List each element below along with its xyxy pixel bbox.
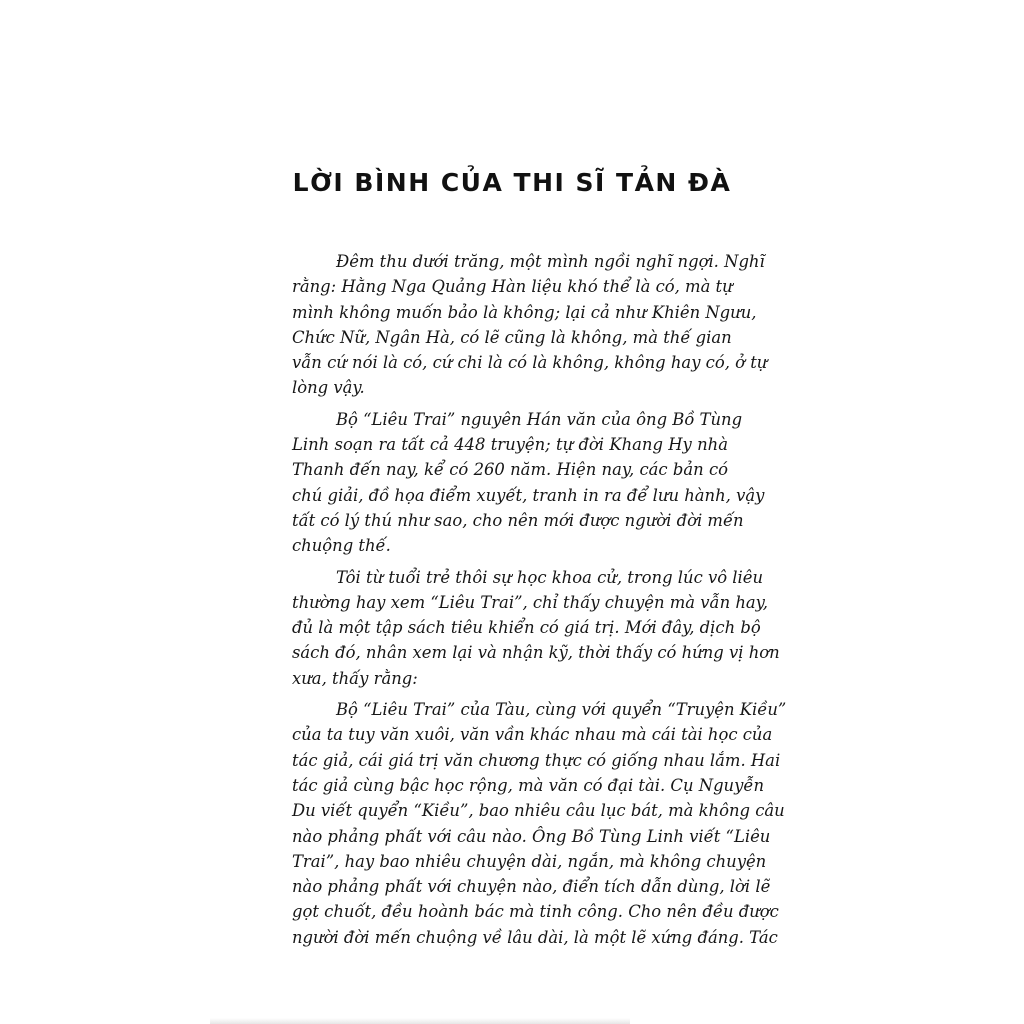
text-line: gọt chuốt, đều hoành bác mà tinh công. Cho nên đều được <box>292 902 779 922</box>
text-line: Đêm thu dưới trăng, một mình ngồi nghĩ ngợi. Nghĩ <box>336 252 765 271</box>
paragraph-3 <box>292 565 780 691</box>
text-line: sách đó, nhân xem lại và nhận kỹ, thời thấy có hứng vị hơn <box>292 643 780 663</box>
text-line: Tôi từ tuổi trẻ thôi sự học khoa cử, trong lúc vô liêu <box>336 567 764 587</box>
text-line: Thanh đến nay, kể có 260 năm. Hiện nay, các bản có <box>292 460 728 480</box>
text-line: đủ là một tập sách tiêu khiển có giá trị. Mới đây, dịch bộ <box>292 618 761 638</box>
text-line: Chức Nữ, Ngân Hà, có lẽ cũng là không, mà thế gian <box>292 327 732 347</box>
text-line: lòng vậy. <box>292 378 365 398</box>
text-line: vẫn cứ nói là có, cứ chi là có là không, không hay có, ở tự <box>292 353 768 373</box>
text-line: Du viết quyển “Kiều”, bao nhiêu câu lục bát, mà không câu <box>292 801 785 821</box>
text-line: thường hay xem “Liêu Trai”, chỉ thấy chuyện mà vẫn hay, <box>292 592 768 612</box>
text-line: tác giả cùng bậc học rộng, mà văn có đại tài. Cụ Nguyễn <box>292 775 765 795</box>
text-line: nào phảng phất với câu nào. Ông Bồ Tùng Linh viết “Liêu <box>292 826 771 846</box>
text-line: nào phảng phất với chuyện nào, điển tích dẫn dùng, lời lẽ <box>292 877 771 897</box>
paragraph-2 <box>292 407 765 559</box>
text-line: xưa, thấy rằng: <box>292 668 418 688</box>
text-line: tác giả, cái giá trị văn chương thực có giống nhau lắm. Hai <box>292 750 781 770</box>
text-line: của ta tuy văn xuôi, văn vần khác nhau mà cái tài học của <box>292 725 773 745</box>
paragraph-1 <box>292 249 768 401</box>
text-line: chú giải, đồ họa điểm xuyết, tranh in ra để lưu hành, vậy <box>292 485 765 505</box>
text-line: người đời mến chuộng về lâu dài, là một lẽ xứng đáng. Tác <box>292 927 778 947</box>
body-text <box>292 249 787 956</box>
text-line: tất có lý thú như sao, cho nên mới được người đời mến <box>292 510 744 530</box>
page-edge-shadow <box>210 1018 630 1024</box>
text-line: Bộ “Liêu Trai” nguyên Hán văn của ông Bồ Tùng <box>336 409 743 429</box>
text-line: chuộng thế. <box>292 536 391 556</box>
paragraph-4 <box>292 697 787 950</box>
chapter-title: LỜI BÌNH CỦA THI SĨ TẢN ĐÀ <box>292 168 732 197</box>
text-line: mình không muốn bảo là không; lại cả như Khiên Ngưu, <box>292 302 757 322</box>
text-line: Trai”, hay bao nhiêu chuyện dài, ngắn, mà không chuyện <box>292 851 767 871</box>
text-line: Bộ “Liêu Trai” của Tàu, cùng với quyển “Truyện Kiều” <box>336 700 787 720</box>
text-line: Linh soạn ra tất cả 448 truyện; tự đời Khang Hy nhà <box>292 435 728 455</box>
text-line: rằng: Hằng Nga Quảng Hàn liệu khó thể là có, mà tự <box>292 277 733 297</box>
